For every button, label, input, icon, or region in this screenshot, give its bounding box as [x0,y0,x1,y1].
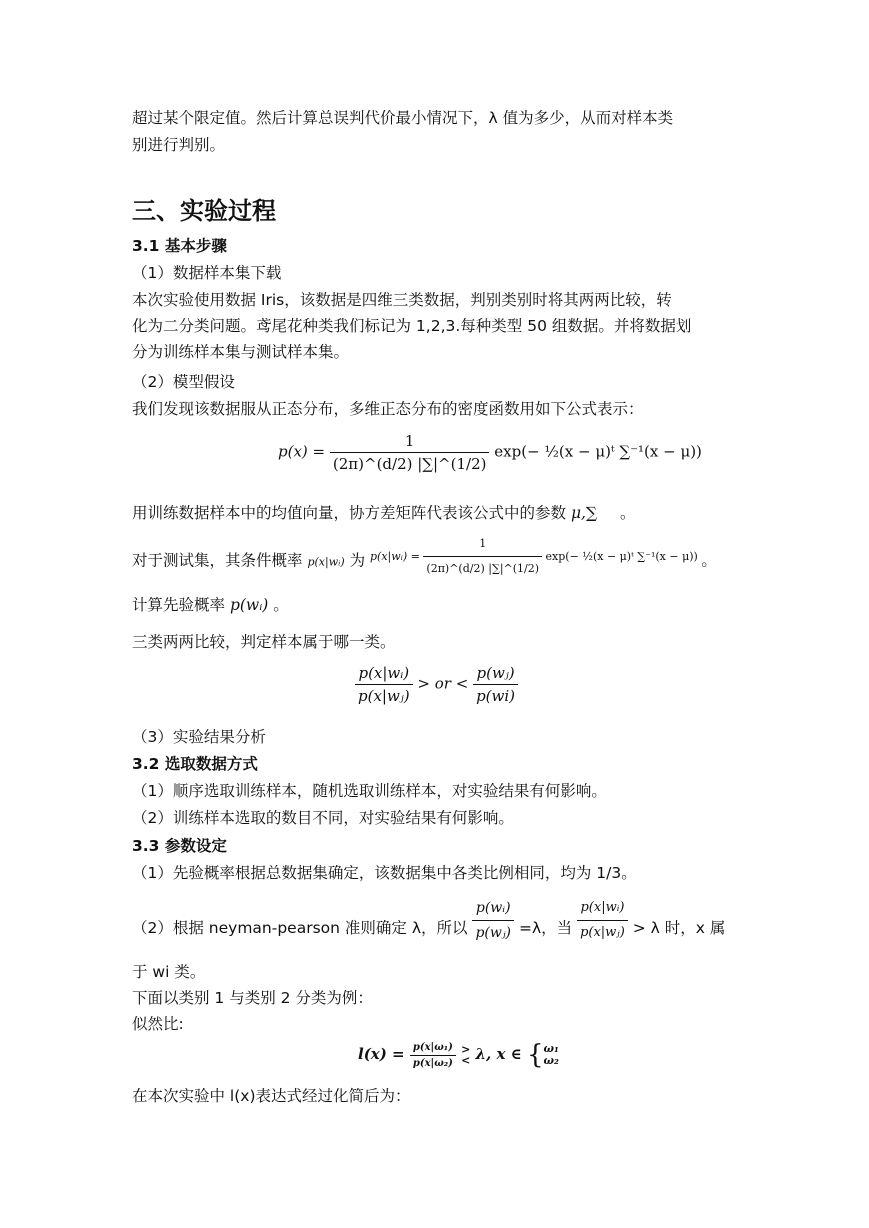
density-numerator: 1 [330,432,490,453]
lr-op-top: > [461,1043,471,1056]
paragraph-simplified: 在本次实验中 l(x)表达式经过化简后为： [132,1087,411,1105]
section-3-2-item-1: （1）顺序选取训练样本，随机选取训练样本，对实验结果有何影响。 [132,782,607,800]
paragraph-iris-line-1: 本次实验使用数据 Iris，该数据是四维三类数据，判别类别时将其两两比较，转 [132,291,672,309]
intro-line-1: 超过某个限定值。然后计算总误判代价最小情况下，λ 值为多少，从而对样本类 [132,109,674,127]
section-3-title: 三、实验过程 [132,197,276,225]
prior-ratio-numerator: p(wᵢ) [472,898,514,921]
item-2-mid-1: =λ，当 [518,919,573,937]
step-2-label: （2）模型假设 [132,373,235,391]
cond-ratio-numerator: p(x|wᵢ) [577,898,628,921]
section-3-3-item-2-line-2: 于 wi 类。 [132,963,206,981]
paragraph-prior-prefix: 计算先验概率 [132,596,226,614]
ratio-operator: > or < [417,674,469,693]
section-3-2-heading: 3.2 选取数据方式 [132,755,258,773]
paragraph-conditional-prefix: 对于测试集，其条件概率 [132,551,303,570]
intro-line-2: 别进行判别。 [132,136,226,154]
cond-ratio-denominator: p(x|wⱼ) [580,925,625,940]
paragraph-normal-dist: 我们发现该数据服从正态分布，多维正态分布的密度函数用如下公式表示： [132,400,644,418]
ratio-left-numerator: p(x|wᵢ) [355,664,413,685]
lr-lhs: l(x) = [358,1045,405,1063]
lr-denominator: p(x|ω₂) [412,1057,453,1069]
paragraph-prior-suffix: 。 [273,596,289,614]
paragraph-conditional-mid: 为 [349,551,366,570]
density-lhs: p(x) = [278,442,326,461]
step-1-label: （1）数据样本集下载 [132,264,282,282]
ratio-left-denominator: p(x|wⱼ) [358,687,410,705]
paragraph-iris-line-2: 化为二分类问题。鸢尾花种类我们标记为 1,2,3.每种类型 50 组数据。并将数据划 [132,317,692,335]
item-2-prefix: （2）根据 neyman-pearson 准则确定 λ，所以 [132,919,468,937]
section-3-1-heading: 3.1 基本步骤 [132,237,227,255]
likelihood-ratio-formula: l(x) = $\frac{\text{p(x|ω₁)}}{\text{p(x|ω₂)}}$ > < λ, x ∈ { ω₁ ω₂ [358,1040,559,1070]
conditional-formula-den: (2π)^(d/2) |∑|^(1/2) [426,562,540,575]
paragraph-example: 下面以类别 1 与类别 2 分类为例： [132,989,373,1007]
density-formula [278,432,702,473]
ratio-right-numerator: p(wⱼ) [473,664,518,685]
lr-numerator: p(x|ω₁) [410,1042,456,1056]
section-3-2-item-2: （2）训练样本选取的数目不同，对实验结果有何影响。 [132,809,514,827]
section-3-3-item-1: （1）先验概率根据总数据集确定，该数据集中各类比例相同，均为 1/3。 [132,864,637,882]
paragraph-conditional-suffix: 。 [701,551,717,570]
params-symbols: μ,∑ [570,504,598,522]
section-3-3-heading: 3.3 参数设定 [132,837,227,855]
step-3-label: （3）实验结果分析 [132,728,266,746]
paragraph-params-suffix: 。 [619,504,636,522]
ratio-right-denominator: p(wi) [476,687,516,705]
paragraph-pairwise: 三类两两比较，判定样本属于哪一类。 [132,633,396,651]
prior-symbol: p(wᵢ) [229,596,269,614]
ratio-formula [355,664,518,705]
density-denominator: (2π)^(d/2) |∑|^(1/2) [332,455,487,473]
paragraph-params-prefix: 用训练数据样本中的均值向量，协方差矩阵代表该公式中的参数 [132,504,567,522]
paragraph-iris-line-3: 分为训练样本集与测试样本集。 [132,343,350,361]
paragraph-conditional [132,537,742,580]
prior-ratio-denominator: p(wⱼ) [475,925,512,941]
conditional-prob-symbol: p(x|wᵢ) [307,555,345,569]
lr-class-1: ω₁ [543,1042,559,1055]
conditional-formula-lhs: p(x|wᵢ) [370,549,408,563]
paragraph-params [132,503,742,523]
paragraph-likelihood-label: 似然比: [132,1015,184,1033]
conditional-formula: p(x|wᵢ) = 1 (2π)^(d/2) |∑|^(1/2) exp(− ½(x − μ)ᵗ ∑⁻¹(x − μ)) [370,550,701,563]
conditional-formula-num: 1 [423,534,542,557]
lr-op-bottom: < [461,1054,471,1067]
section-3-3-item-2 [132,898,742,944]
item-2-mid-2: > λ 时，x 属 [632,919,726,937]
density-exponent: exp(− ½(x − μ)ᵗ ∑⁻¹(x − μ)) [494,442,702,461]
lr-rhs: λ, x ∈ [475,1045,522,1063]
conditional-formula-exp: exp(− ½(x − μ)ᵗ ∑⁻¹(x − μ)) [545,549,698,563]
paragraph-prior [132,595,742,615]
lr-class-2: ω₂ [543,1054,559,1067]
